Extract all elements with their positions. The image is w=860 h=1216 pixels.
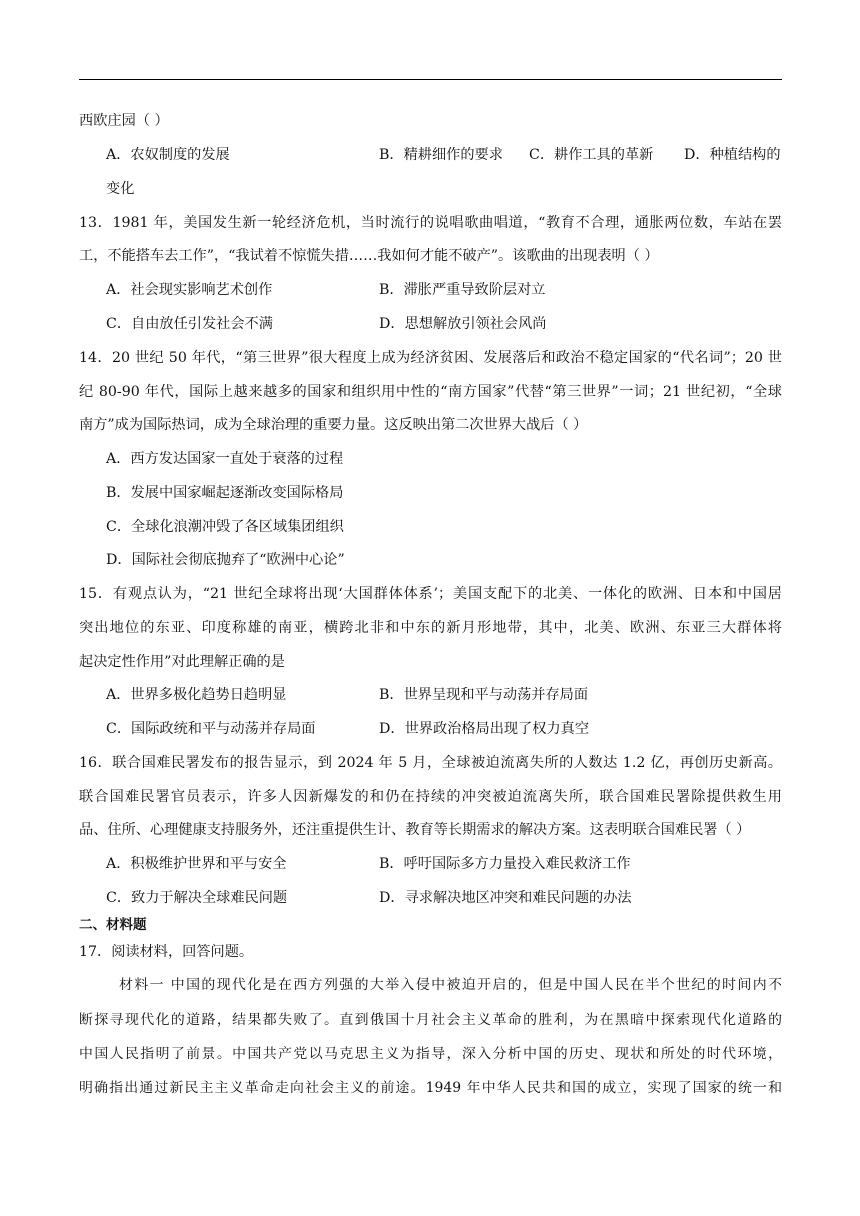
q17-material-line-2: 断探寻现代化的道路，结果都失败了。直到俄国十月社会主义革命的胜利，为在黑暗中探索现代化道路的 — [79, 1012, 782, 1028]
q13-option-a: A．社会现实影响艺术创作 — [106, 282, 273, 298]
q14-option-c: C．全球化浪潮冲毁了各区域集团组织 — [106, 519, 344, 535]
q16-option-d: D．寻求解决地区冲突和难民问题的办法 — [379, 890, 632, 906]
q15-option-c: C．国际政统和平与动荡并存局面 — [106, 721, 316, 737]
q12-option-d: D．种植结构的 — [684, 147, 781, 163]
q12-option-b: B．精耕细作的要求 — [379, 147, 503, 163]
q16-option-b: B．呼吁国际多方力量投入难民救济工作 — [379, 856, 631, 872]
q17-material-line-1: 材料一 中国的现代化是在西方列强的大举入侵中被迫开启的，但是中国人民在半个世纪的时间内不 — [119, 977, 782, 993]
q15-option-d: D．世界政治格局出现了权力真空 — [379, 721, 590, 737]
q13-stem-line-1: 13．1981 年，美国发生新一轮经济危机，当时流行的说唱歌曲唱道，“教育不合理，通胀两位数，车站在罢 — [79, 215, 782, 231]
q14-stem-line-1: 14．20 世纪 50 年代，“第三世界”很大程度上成为经济贫困、发展落后和政治不稳定国家的“代名词”；20 世 — [79, 350, 782, 366]
q14-stem-line-3: 南方”成为国际热词，成为全球治理的重要力量。这反映出第二次世界大战后（ ） — [79, 417, 588, 433]
q14-stem-line-2: 纪 80-90 年代，国际上越来越多的国家和组织用中性的“南方国家”代替“第三世界”一词；21 世纪初，“全球 — [79, 384, 782, 400]
q13-option-b: B．滞胀严重导致阶层对立 — [379, 282, 546, 298]
q12-option-d-wrap: 变化 — [106, 181, 135, 197]
section-title-materials: 二、材料题 — [79, 917, 147, 933]
q16-stem-line-3: 品、住所、心理健康支持服务外，还注重提供生计、教育等长期需求的解决方案。这表明联合国难民署（ ） — [79, 822, 751, 838]
q17-material-line-3: 中国人民指明了前景。中国共产党以马克思主义为指导，深入分析中国的历史、现状和所处的时代环境， — [79, 1046, 782, 1062]
q15-option-b: B．世界呈现和平与动荡并存局面 — [379, 687, 589, 703]
q13-stem-line-2: 工，不能搭车去工作”，“我试着不惊慌失措……我如何才能不破产”。该歌曲的出现表明（ ） — [79, 248, 659, 264]
q14-option-a: A．西方发达国家一直处于衰落的过程 — [106, 451, 344, 467]
q12-option-c: C．耕作工具的革新 — [529, 147, 654, 163]
q13-option-d: D．思想解放引领社会风尚 — [379, 316, 547, 332]
q14-option-d: D．国际社会彻底抛弃了“欧洲中心论” — [106, 552, 345, 568]
q14-option-b: B．发展中国家崛起逐渐改变国际格局 — [106, 485, 344, 501]
q15-option-a: A．世界多极化趋势日趋明显 — [106, 687, 287, 703]
q15-stem-line-2: 突出地位的东亚、印度称雄的南亚，横跨北非和中东的新月形地带，其中，北美、欧洲、东亚三大群体将 — [79, 620, 782, 636]
header-rule — [79, 79, 782, 80]
q15-stem-line-1: 15．有观点认为，“21 世纪全球将出现‘大国群体体系’；美国支配下的北美、一体化的欧洲、日本和中国居 — [79, 586, 782, 602]
q16-option-a: A．积极维护世界和平与安全 — [106, 856, 287, 872]
q12-stem-tail: 西欧庄园（ ） — [79, 113, 169, 129]
q16-stem-line-2: 联合国难民署官员表示，许多人因新爆发的和仍在持续的冲突被迫流离失所，联合国难民署除提供救生用 — [79, 789, 782, 805]
q13-option-c: C．自由放任引发社会不满 — [106, 316, 273, 332]
q12-option-a: A．农奴制度的发展 — [106, 147, 230, 163]
q16-option-c: C．致力于解决全球难民问题 — [106, 890, 288, 906]
q15-stem-line-3: 起决定性作用”对此理解正确的是 — [79, 654, 285, 670]
q17-stem: 17．阅读材料，回答问题。 — [79, 944, 254, 960]
q17-material-line-4: 明确指出通过新民主主义革命走向社会主义的前途。1949 年中华人民共和国的成立，实现了国家的统一和 — [79, 1080, 782, 1096]
q16-stem-line-1: 16．联合国难民署发布的报告显示，到 2024 年 5 月，全球被迫流离失所的人数达 1.2 亿，再创历史新高。 — [79, 755, 782, 771]
